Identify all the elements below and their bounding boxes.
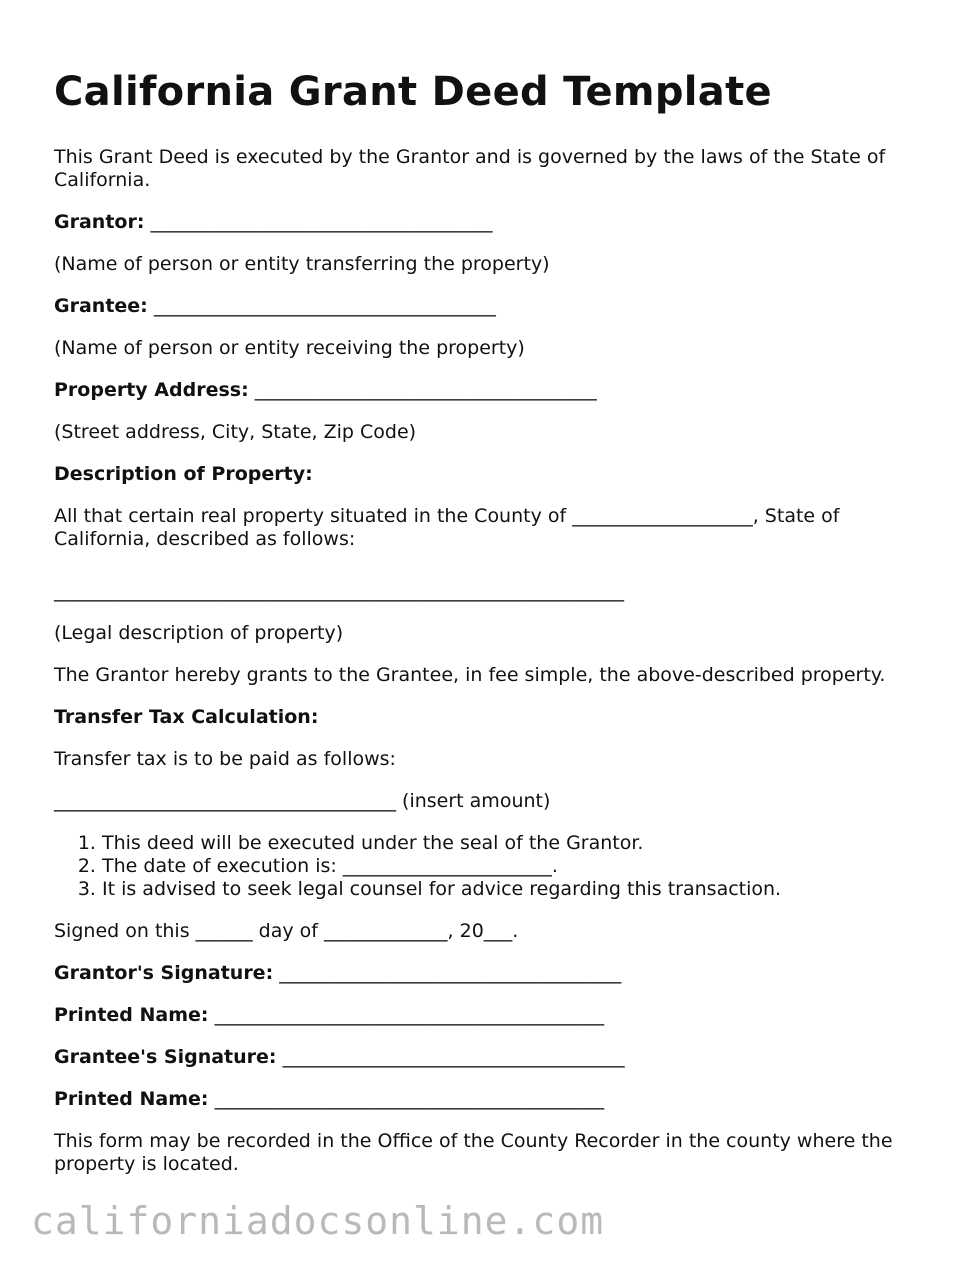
grantee-signature-field <box>54 1046 914 1069</box>
property-address-field <box>54 379 914 402</box>
transfer-tax-heading-text: Transfer Tax Calculation: <box>54 706 319 728</box>
grantee-printed-name-blank: _________________________________________ <box>214 1088 605 1110</box>
grantee-printed-name-label: Printed Name: <box>54 1088 209 1110</box>
grantee-label: Grantee: <box>54 295 148 317</box>
grantor-label: Grantor: <box>54 211 145 233</box>
grantor-printed-name-field <box>54 1004 914 1027</box>
intro-paragraph: This Grant Deed is executed by the Grantor and is governed by the laws of the State of California. <box>54 146 886 191</box>
grantee-blank: ____________________________________ <box>153 295 496 317</box>
grantor-signature-blank: ____________________________________ <box>279 962 622 984</box>
description-heading <box>54 463 914 486</box>
grantor-signature-label: Grantor's Signature: <box>54 962 274 984</box>
list-item: 2. The date of execution is: ______________________. <box>102 855 914 878</box>
document-title: California Grant Deed Template <box>54 69 772 115</box>
grantor-signature-field <box>54 962 914 985</box>
transfer-tax-heading <box>54 706 914 729</box>
grantee-note: (Name of person or entity receiving the property) <box>54 337 525 359</box>
footer-note: This form may be recorded in the Office of the County Recorder in the county where the property is located. <box>54 1130 893 1175</box>
description-note: (Legal description of property) <box>54 622 344 644</box>
signed-on-line: Signed on this ______ day of _____________, 20___. <box>54 920 519 942</box>
property-address-note: (Street address, City, State, Zip Code) <box>54 421 417 443</box>
list-item: 1. This deed will be executed under the seal of the Grantor. <box>102 832 914 855</box>
grantor-blank: ____________________________________ <box>150 211 493 233</box>
terms-list <box>54 832 914 901</box>
grantor-printed-name-blank: _________________________________________ <box>214 1004 605 1026</box>
property-address-label: Property Address: <box>54 379 249 401</box>
grantee-signature-blank: ____________________________________ <box>282 1046 625 1068</box>
grantee-signature-label: Grantee's Signature: <box>54 1046 277 1068</box>
list-item: 3. It is advised to seek legal counsel for advice regarding this transaction. <box>102 878 914 901</box>
grantor-field <box>54 211 914 234</box>
grantee-field <box>54 295 914 318</box>
description-heading-text: Description of Property: <box>54 463 313 485</box>
description-text: All that certain real property situated in the County of ___________________, State of California, described as follows: <box>54 505 840 550</box>
watermark: californiadocsonline.com <box>31 1199 605 1243</box>
property-address-blank: ____________________________________ <box>254 379 597 401</box>
transfer-tax-amount: ____________________________________ (insert amount) <box>54 790 551 812</box>
transfer-tax-text: Transfer tax is to be paid as follows: <box>54 748 396 770</box>
grantor-printed-name-label: Printed Name: <box>54 1004 209 1026</box>
document <box>54 66 914 1195</box>
grantor-note: (Name of person or entity transferring the property) <box>54 253 550 275</box>
grant-statement: The Grantor hereby grants to the Grantee, in fee simple, the above-described property. <box>54 664 886 686</box>
description-blank: ____________________________________________________________ <box>54 580 624 602</box>
spacer <box>54 570 914 580</box>
grantee-printed-name-field <box>54 1088 914 1111</box>
